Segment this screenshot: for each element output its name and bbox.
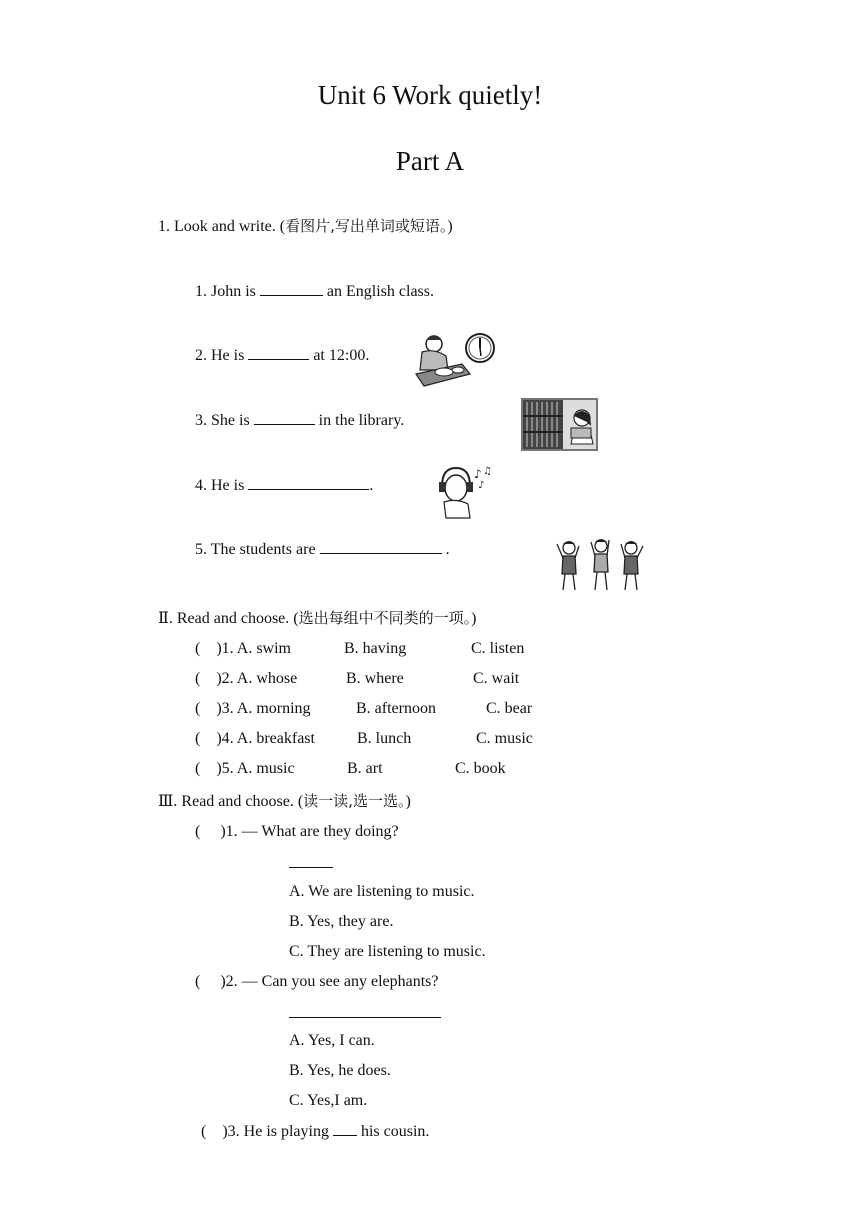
answer-blank[interactable] [248,358,309,360]
answer-blank[interactable] [260,294,323,296]
q2-option-a: A. Yes, I can. [289,1032,375,1049]
answer-line-1[interactable] [289,867,333,868]
q1-option-b: B. Yes, they are. [289,913,394,930]
choice-row-5-a: ( )5. A. music [195,760,295,777]
library-reading-picture [521,398,598,451]
look-write-item-5: 5. The students are . [195,541,450,558]
svg-text:♪: ♪ [474,467,482,481]
section-2-heading: Ⅱ. Read and choose. (选出每组中不同类的一项。) [158,609,477,627]
q2-option-c: C. Yes,I am. [289,1092,368,1109]
choice-row-2-b: B. where [346,670,404,687]
look-write-item-4: 4. He is . [195,477,374,494]
answer-blank[interactable] [254,423,315,425]
choice-row-4-c: C. music [476,730,533,747]
choice-row-2-c: C. wait [473,670,520,687]
question-2: ( )2. — Can you see any elephants? [195,973,439,990]
choice-row-1-b: B. having [344,640,407,657]
svg-text:♫: ♫ [483,466,492,477]
question-3: ( )3. He is playing his cousin. [201,1123,430,1140]
choice-row-1-c: C. listen [471,640,525,657]
q2-option-b: B. Yes, he does. [289,1062,391,1079]
svg-text:♪: ♪ [478,480,485,491]
look-write-item-1: 1. John is an English class. [195,283,434,300]
choice-row-4-b: B. lunch [357,730,412,747]
answer-blank[interactable] [333,1134,357,1136]
look-write-item-2: 2. He is at 12:00. [195,347,370,364]
students-exercising-picture [555,536,647,594]
choice-row-5-c: C. book [455,760,506,777]
page-title: Unit 6 Work quietly! [317,80,543,110]
section-1-heading: 1. Look and write. (看图片,写出单词或短语。) [158,217,453,235]
answer-blank[interactable] [320,552,442,554]
answer-blank[interactable] [248,488,369,490]
choice-row-2-a: ( )2. A. whose [195,670,298,687]
eating-lunch-picture [412,330,498,388]
section-3-heading: Ⅲ. Read and choose. (读一读,选一选。) [158,792,411,810]
choice-row-5-b: B. art [347,760,383,777]
listening-music-picture [434,464,496,520]
choice-row-1-a: ( )1. A. swim [195,640,291,657]
choice-row-3-a: ( )3. A. morning [195,700,311,717]
q1-option-a: A. We are listening to music. [289,883,475,900]
choice-row-4-a: ( )4. A. breakfast [195,730,315,747]
look-write-item-3: 3. She is in the library. [195,412,405,429]
question-1: ( )1. — What are they doing? [195,823,399,840]
page-subtitle: Part A [395,146,465,176]
choice-row-3-b: B. afternoon [356,700,436,717]
answer-line-2[interactable] [289,1017,441,1018]
choice-row-3-c: C. bear [486,700,533,717]
q1-option-c: C. They are listening to music. [289,943,486,960]
